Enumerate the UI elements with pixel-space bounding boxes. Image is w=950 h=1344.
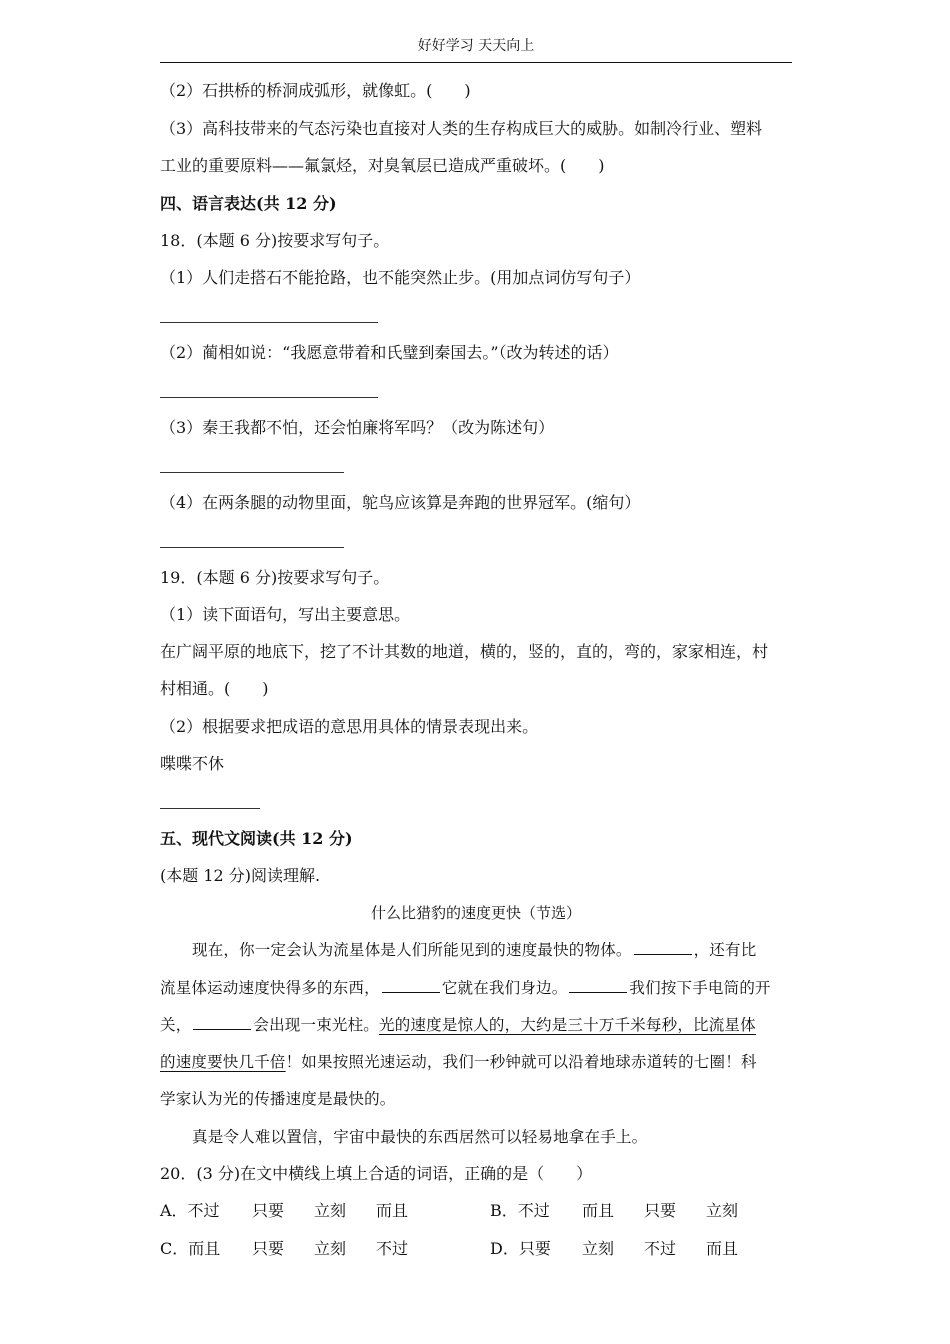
answer-line[interactable] (160, 322, 378, 323)
fill-blank[interactable] (382, 978, 440, 993)
question-17-3-line1: （3）高科技带来的气态污染也直接对人类的生存构成巨大的威胁。如制冷行业、塑料 (160, 119, 763, 138)
section-5-heading: 五、现代文阅读(共 12 分) (160, 829, 353, 848)
underlined-sentence: 的速度要快几千倍 (160, 1053, 286, 1071)
question-17-2: （2）石拱桥的桥洞成弧形，就像虹。( ) (160, 81, 471, 100)
fill-blank[interactable] (634, 940, 692, 955)
passage-line: 学家认为光的传播速度是最快的。 (160, 1090, 396, 1108)
page-header: 好好学习 天天向上 (160, 34, 792, 63)
fill-blank[interactable] (193, 1015, 251, 1030)
passage-line: 现在，你一定会认为流星体是人们所能见到的速度最快的物体。 ，还有比 (192, 941, 757, 959)
passage-title: 什么比猎豹的速度更快（节选） (370, 904, 581, 922)
answer-line[interactable] (160, 547, 344, 548)
answer-line[interactable] (160, 472, 344, 473)
passage-line: 的速度要快几千倍！如果按照光速运动，我们一秒钟就可以沿着地球赤道转的七圈！科 (160, 1053, 757, 1071)
option-b[interactable]: B．不过 而且 只要 立刻 (490, 1201, 739, 1220)
passage-line: 流星体运动速度快得多的东西， 它就在我们身边。 我们按下手电筒的开 (160, 979, 771, 997)
answer-line[interactable] (160, 808, 260, 809)
question-19-1-text-line2: 村相通。( ) (160, 679, 269, 698)
question-19-2: （2）根据要求把成语的意思用具体的情景表现出来。 (160, 717, 539, 736)
question-20: 20．(3 分)在文中横线上填上合适的词语，正确的是（ ） (160, 1164, 593, 1183)
question-18-4: （4）在两条腿的动物里面，鸵鸟应该算是奔跑的世界冠军。(缩句） (160, 493, 641, 512)
question-17-3-line2: 工业的重要原料——氟氯烃，对臭氧层已造成严重破坏。( ) (160, 156, 605, 175)
option-d[interactable]: D．只要 立刻 不过 而且 (490, 1239, 739, 1258)
underlined-sentence: 光的速度是惊人的，大约是三十万千米每秒，比流星体 (379, 1016, 756, 1034)
answer-line[interactable] (160, 397, 378, 398)
passage-line: 关， 会出现一束光柱。光的速度是惊人的，大约是三十万千米每秒，比流星体 (160, 1016, 756, 1034)
section-4-heading: 四、语言表达(共 12 分) (160, 194, 337, 213)
question-19-1-text-line1: 在广阔平原的地底下，挖了不计其数的地道，横的，竖的，直的，弯的，家家相连，村 (160, 642, 769, 661)
question-18-3: （3）秦王我都不怕，还会怕廉将军吗？（改为陈述句） (160, 418, 555, 437)
option-c[interactable]: C．而且 只要 立刻 不过 (160, 1239, 409, 1258)
question-19: 19．(本题 6 分)按要求写句子。 (160, 568, 390, 587)
question-18-2: （2）蔺相如说：“我愿意带着和氏璧到秦国去。”（改为转述的话） (160, 343, 619, 362)
question-19-1: （1）读下面语句，写出主要意思。 (160, 605, 411, 624)
fill-blank[interactable] (569, 978, 627, 993)
option-a[interactable]: A．不过 只要 立刻 而且 (160, 1201, 409, 1220)
passage-line: 真是令人难以置信，宇宙中最快的东西居然可以轻易地拿在手上。 (192, 1128, 648, 1146)
question-18-1: （1）人们走搭石不能抢路，也不能突然止步。(用加点词仿写句子） (160, 268, 641, 287)
question-18: 18．(本题 6 分)按要求写句子。 (160, 231, 390, 250)
idiom: 喋喋不休 (160, 754, 225, 773)
reading-instruction: (本题 12 分)阅读理解. (160, 866, 321, 885)
